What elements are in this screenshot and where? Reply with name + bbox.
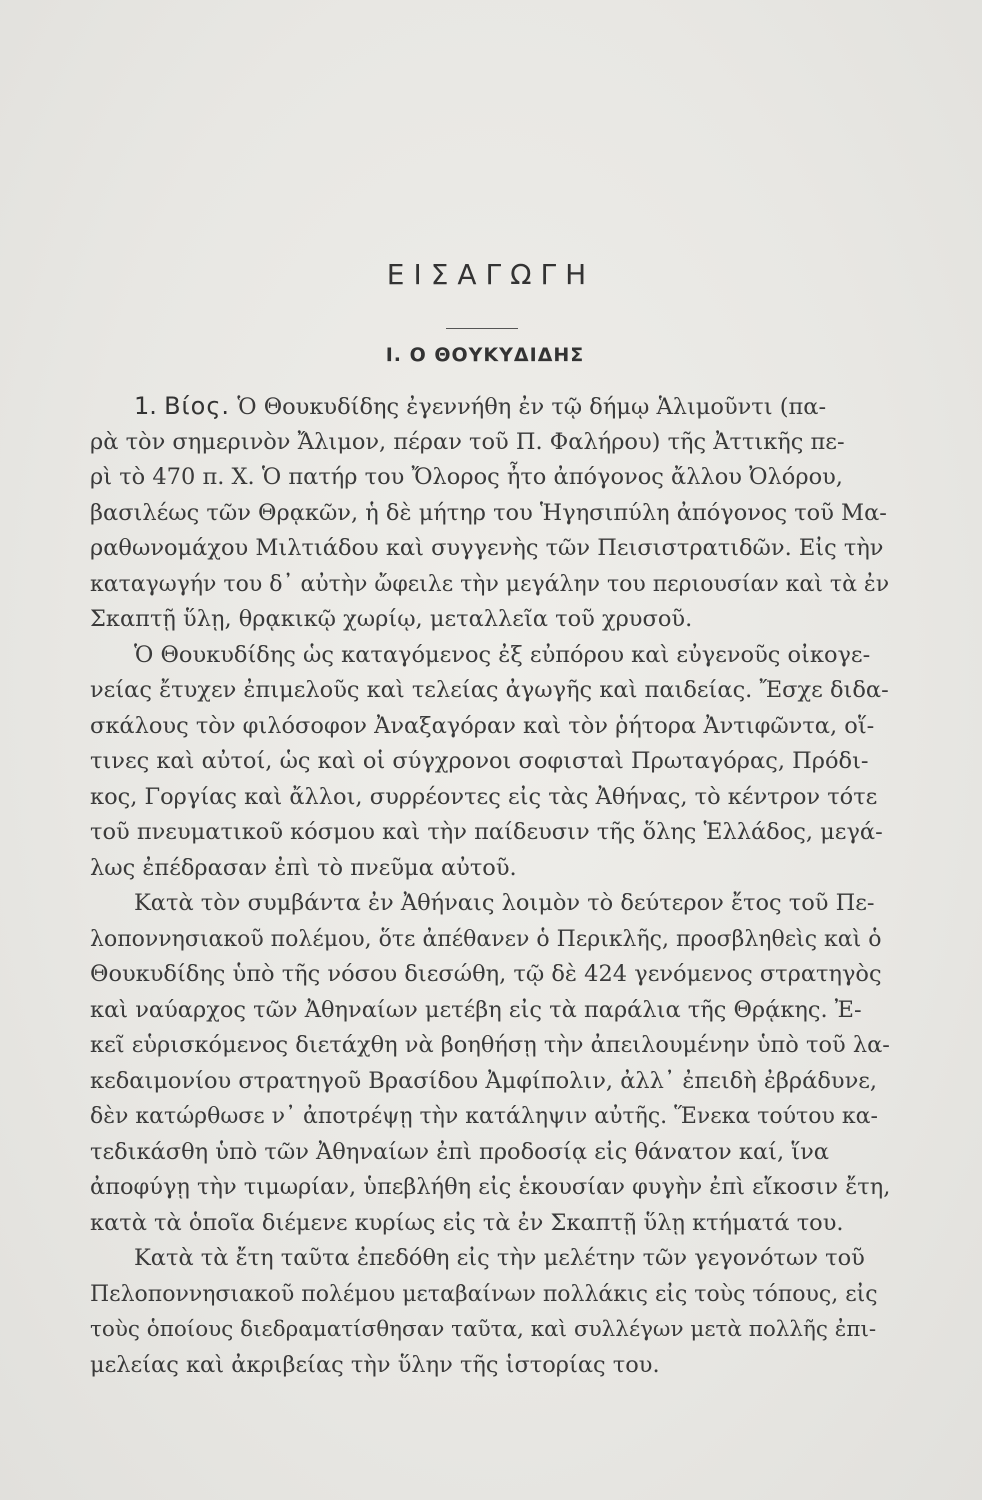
- text-line: Κατὰ τὸν συμβάντα ἐν Ἀθήναις λοιμὸν τὸ δεύτερον ἔτος τοῦ Πε-: [134, 890, 875, 916]
- text-line: δὲν κατώρθωσε ν᾽ ἀποτρέψῃ τὴν κατάληψιν αὐτῆς. Ἕνεκα τούτου κα-: [90, 1104, 878, 1129]
- text-line-content: Ὁ Θουκυδίδης ἐγεννήθη ἐν τῷ δήμῳ Ἁλιμοῦντι (πα-: [237, 394, 827, 420]
- text-line: κεῖ εὑρισκόμενος διετάχθη νὰ βοηθήσῃ τὴν ἀπειλουμένην ὑπὸ τοῦ λα-: [90, 1032, 890, 1058]
- section-heading: Ι. Ο ΘΟΥΚΥΔΙΔΗΣ: [385, 344, 585, 366]
- text-line: Πελοποννησιακοῦ πολέμου μεταβαίνων πολλάκις εἰς τοὺς τόπους, εἰς: [90, 1281, 878, 1307]
- subsection-number: 1.: [134, 392, 157, 420]
- text-line: ραθωνομάχου Μιλτιάδου καὶ συγγενὴς τῶν Πεισιστρατιδῶν. Εἰς τὴν: [90, 535, 884, 561]
- text-line: καὶ ναύαρχος τῶν Ἀθηναίων μετέβη εἰς τὰ παράλια τῆς Θρᾴκης. Ἐ-: [90, 996, 862, 1023]
- text-line: μελείας καὶ ἀκριβείας τὴν ὕλην τῆς ἱστορίας του.: [90, 1351, 660, 1378]
- text-line: λως ἐπέδρασαν ἐπὶ τὸ πνεῦμα αὐτοῦ.: [90, 854, 517, 881]
- text-line: νείας ἔτυχεν ἐπιμελοῦς καὶ τελείας ἀγωγῆς καὶ παιδείας. Ἔσχε διδα-: [90, 677, 889, 703]
- text-line: Θουκυδίδης ὑπὸ τῆς νόσου διεσώθη, τῷ δὲ 424 γενόμενος στρατηγὸς: [90, 961, 882, 987]
- text-line: βασιλέως τῶν Θρᾳκῶν, ἡ δὲ μήτηρ του Ἡγησιπύλη ἀπόγονος τοῦ Μα-: [90, 499, 887, 526]
- paragraph: [90, 638, 890, 887]
- text-line: κος, Γοργίας καὶ ἄλλοι, συρρέοντες εἰς τὰς Ἀθήνας, τὸ κέντρον τότε: [90, 783, 878, 810]
- text-line: κατὰ τὰ ὁποῖα διέμενε κυρίως εἰς τὰ ἐν Σκαπτῇ ὕλῃ κτήματά του.: [90, 1209, 844, 1236]
- text-line: τοὺς ὁποίους διεδραματίσθησαν ταῦτα, καὶ συλλέγων μετὰ πολλῆς ἐπι-: [90, 1317, 877, 1342]
- text-line: σκάλους τὸν φιλόσοφον Ἀναξαγόραν καὶ τὸν ῥήτορα Ἀντιφῶντα, οἵ-: [90, 712, 875, 739]
- text-line: κεδαιμονίου στρατηγοῦ Βρασίδου Ἀμφίπολιν, ἀλλ᾽ ἐπειδὴ ἐβράδυνε,: [90, 1067, 878, 1094]
- subsection-title: Βίος.: [164, 392, 231, 420]
- body-text: [90, 389, 890, 1383]
- text-line: Κατὰ τὰ ἔτη ταῦτα ἐπεδόθη εἰς τὴν μελέτην τῶν γεγονότων τοῦ: [134, 1245, 865, 1271]
- paragraph: [90, 1241, 890, 1383]
- paragraph: [90, 886, 890, 1241]
- text-line: [90, 389, 890, 425]
- text-line: τεδικάσθη ὑπὸ τῶν Ἀθηναίων ἐπὶ προδοσίᾳ εἰς θάνατον καί, ἵνα: [90, 1138, 829, 1165]
- text-line: ρὶ τὸ 470 π. Χ. Ὁ πατήρ του Ὄλορος ἦτο ἀπόγονος ἄλλου Ὀλόρου,: [90, 464, 843, 490]
- title-divider: [446, 328, 518, 329]
- text-line: Σκαπτῇ ὕλῃ, θρᾳκικῷ χωρίῳ, μεταλλεῖα τοῦ χρυσοῦ.: [90, 606, 693, 632]
- text-line: καταγωγήν του δ᾽ αὐτὴν ὤφειλε τὴν μεγάλην του περιουσίαν καὶ τὰ ἐν: [90, 571, 890, 597]
- text-line: τινες καὶ αὐτοί, ὡς καὶ οἱ σύγχρονοι σοφισταὶ Πρωταγόρας, Πρόδι-: [90, 748, 869, 774]
- paragraph: [90, 389, 890, 638]
- text-line: τοῦ πνευματικοῦ κόσμου καὶ τὴν παίδευσιν τῆς ὅλης Ἑλλάδος, μεγά-: [90, 819, 883, 845]
- text-line: ἀποφύγῃ τὴν τιμωρίαν, ὑπεβλήθη εἰς ἑκουσίαν φυγὴν ἐπὶ εἴκοσιν ἔτη,: [90, 1174, 891, 1200]
- text-line: Ὁ Θουκυδίδης ὡς καταγόμενος ἐξ εὐπόρου καὶ εὐγενοῦς οἰκογε-: [134, 641, 871, 668]
- text-line: ρὰ τὸν σημερινὸν Ἄλιμον, πέραν τοῦ Π. Φαλήρου) τῆς Ἀττικῆς πε-: [90, 428, 845, 455]
- text-line: λοποννησιακοῦ πολέμου, ὅτε ἀπέθανεν ὁ Περικλῆς, προσβληθεὶς καὶ ὁ: [90, 926, 882, 952]
- page-title: ΕΙΣΑΓΩΓΗ: [386, 258, 596, 291]
